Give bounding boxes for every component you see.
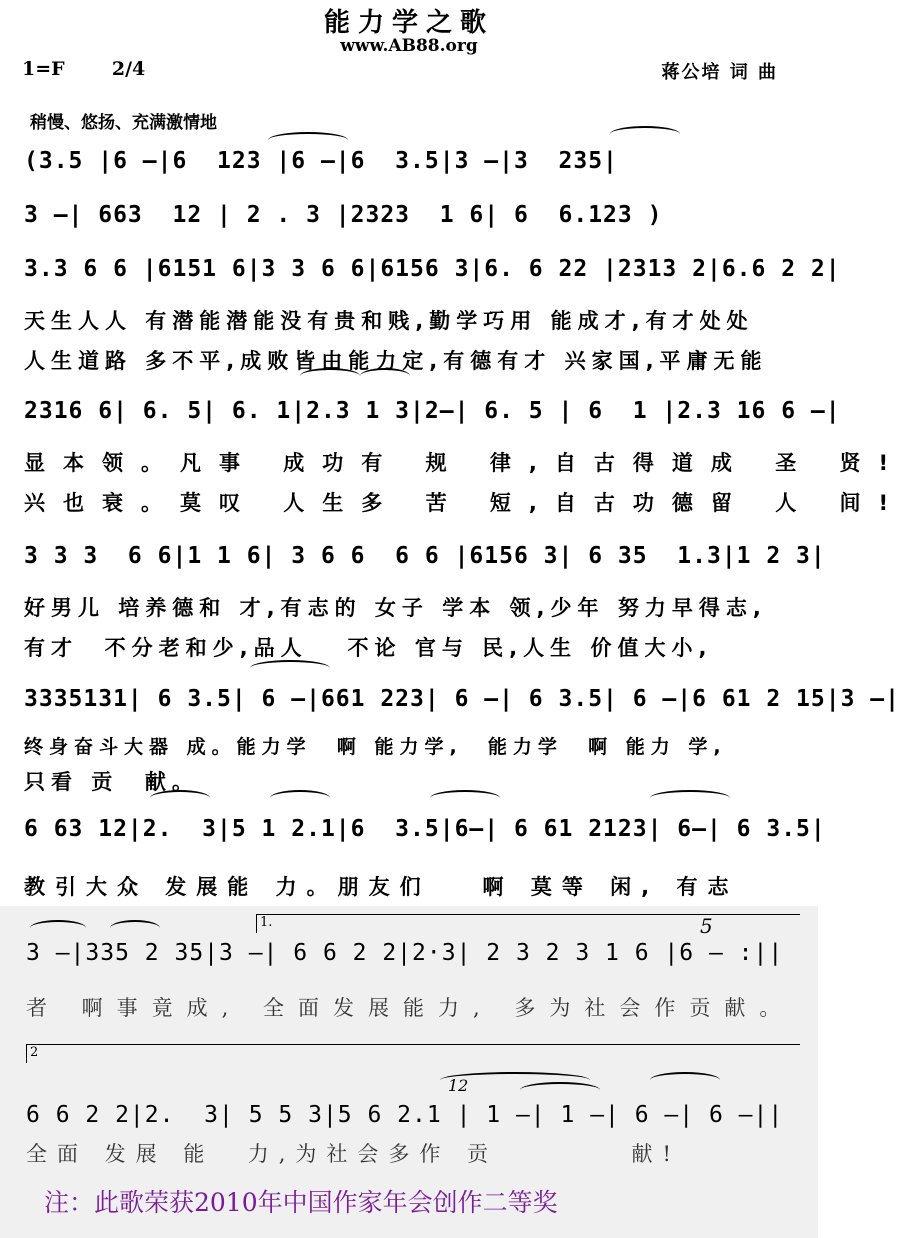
lyrics-line-7: 教引大众 发展能 力。朋友们 啊 莫等 闲, 有志 (24, 875, 739, 899)
lyrics-line-4a: 显本领。凡事 成功有 规 律,自古得道成 圣 贤! (24, 451, 906, 475)
slur (610, 126, 680, 142)
ending-mark-5: 5 (700, 914, 713, 938)
ending-mark-12: 12 (448, 1076, 469, 1095)
notation-line-2: 3 —| 663 12 | 2 . 3 |2323 1 6| 6 6.123 ) (24, 202, 663, 228)
slur (30, 920, 86, 936)
song-title: 能力学之歌 (323, 8, 494, 38)
notation-line-7: 6 63 12|2. 3|5 1 2.1|6 3.5|6—| 6 61 2123| 6—| 6 3.5| (24, 816, 826, 842)
first-ending-bracket (256, 914, 800, 933)
notation-line-1: (3.5 |6 —|6 123 |6 —|6 3.5|3 —|3 235| (24, 148, 618, 174)
notation-line-5: 3 3 3 6 6|1 1 6| 3 6 6 6 6 |6156 3| 6 35 1.3|1 2 3| (24, 543, 826, 569)
slur (110, 920, 160, 936)
lyrics-line-3a: 天生人人 有潜能潜能没有贵和贱,勤学巧用 能成才,有才处处 (24, 309, 754, 333)
slur (270, 790, 330, 806)
lyrics-line-6b: 只看 贡 献。 (24, 770, 199, 794)
notation-line-9: 6 6 2 2|2. 3| 5 5 3|5 6 2.1 | 1 —| 1 —| 6 —| 6 —|| (26, 1102, 784, 1128)
lyrics-line-5b: 有才 不分老和少,品人 不论 官与 民,人生 价值大小, (24, 636, 713, 660)
lyrics-line-6a: 终身奋斗大器 成。能力学 啊 能力学, 能力学 啊 能力 学, (24, 736, 727, 758)
tempo-marking: 稍慢、悠扬、充满激情地 (30, 113, 217, 133)
slur (520, 1082, 600, 1098)
lyrics-line-9: 全面 发展 能 力,为社会多作 贡 献! (26, 1142, 681, 1166)
lyrics-line-8: 者 啊事竟成, 全面发展能力, 多为社会作贡献。 (26, 996, 795, 1020)
slur (360, 368, 410, 384)
slur (250, 660, 330, 676)
volta-2-label: 2 (30, 1045, 39, 1060)
slur (650, 1072, 720, 1088)
notation-line-3: 3.3 6 6 |6151 6|3 3 6 6|6156 3|6. 6 22 |2313 2|6.6 2 2| (24, 256, 841, 282)
award-footnote: 注：此歌荣获2010年中国作家年会创作二等奖 (44, 1188, 558, 1217)
slur (650, 790, 730, 806)
slur (150, 790, 210, 806)
notation-line-8: 3 —|335 2 35|3 —| 6 6 2 2|2·3| 2 3 2 3 1 6 |6 — :|| (26, 940, 784, 966)
slur (430, 790, 500, 806)
key-label: 1=F (22, 58, 65, 80)
notation-line-4: 2316 6| 6. 5| 6. 1|2.3 1 3|2—| 6. 5 | 6 1 |2.3 16 6 —| (24, 398, 841, 424)
volta-1-label: 1. (260, 915, 273, 930)
key-signature (22, 58, 145, 80)
slur (300, 368, 360, 384)
lyrics-line-5a: 好男儿 培养德和 才,有志的 女子 学本 领,少年 努力早得志, (24, 596, 767, 620)
author-credit: 蒋公培 词 曲 (661, 62, 778, 83)
time-signature: 2/4 (111, 58, 146, 80)
slur (268, 132, 348, 148)
second-ending-bracket (26, 1044, 800, 1063)
lyrics-line-3b: 人生道路 多不平,成败皆由能力定,有德有才 兴家国,平庸无能 (24, 349, 768, 373)
website-url: www.AB88.org (340, 36, 478, 56)
notation-line-6: 3335131| 6 3.5| 6 —|661 223| 6 —| 6 3.5| 6 —|6 61 2 15|3 —| (24, 686, 900, 712)
lyrics-line-4b: 兴也衰。莫叹 人生多 苦 短,自古功德留 人 间! (24, 491, 906, 515)
